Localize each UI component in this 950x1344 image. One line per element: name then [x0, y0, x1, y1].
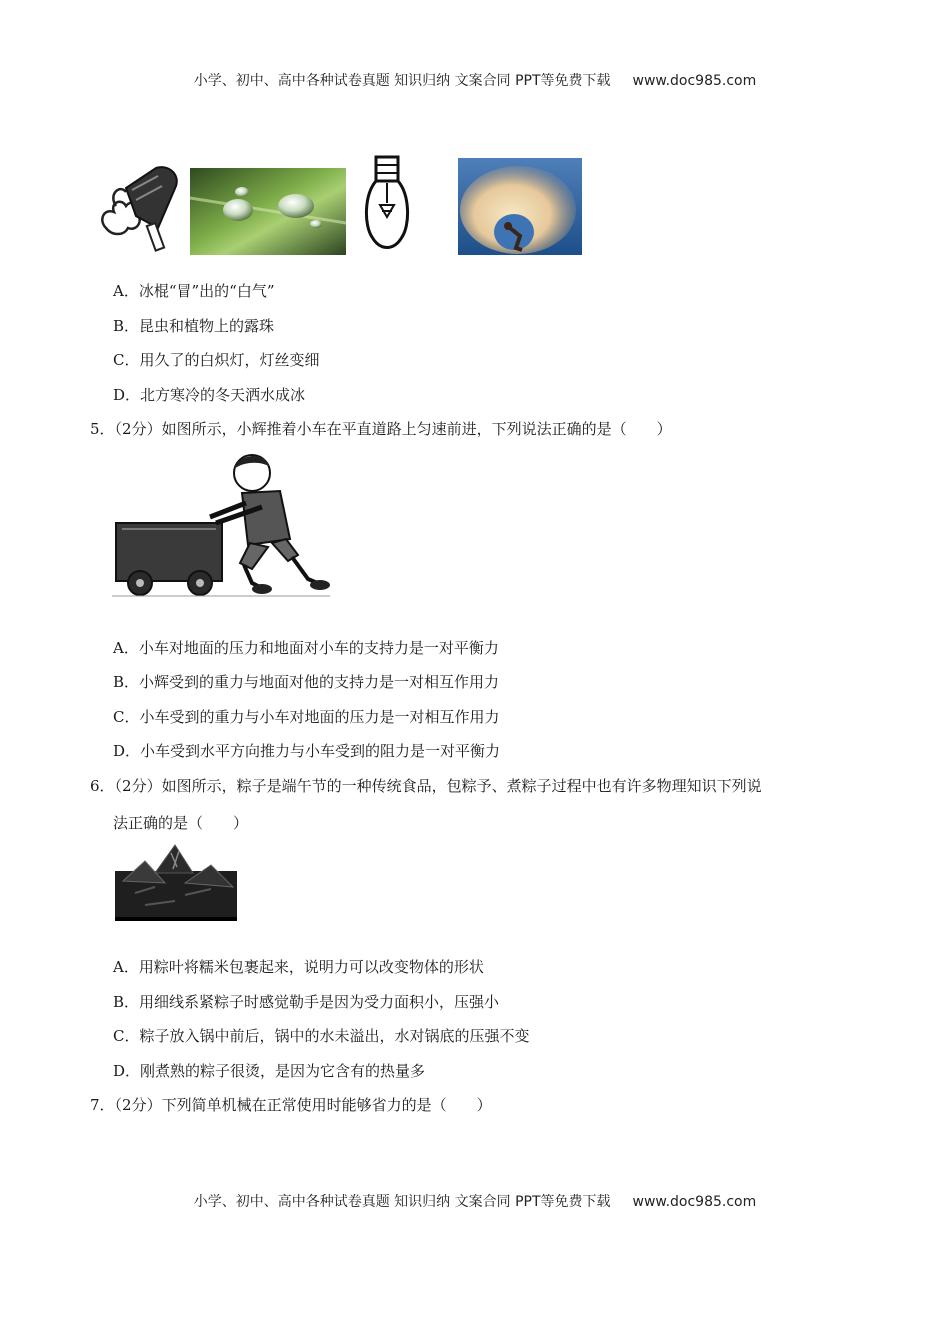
q4-option-d: D．北方寒冷的冬天洒水成冰 [113, 386, 306, 404]
q5-option-c: C．小车受到的重力与小车对地面的压力是一对相互作用力 [113, 708, 500, 726]
page-header [0, 70, 950, 90]
q6-option-a: A．用粽叶将糯米包裹起来，说明力可以改变物体的形状 [113, 958, 484, 976]
zongzi-image [115, 843, 237, 921]
q5-stem: 5．（2分）如图所示，小辉推着小车在平直道路上匀速前进，下列说法正确的是（ ） [90, 420, 672, 438]
water-freezing-image [458, 158, 582, 255]
dew-drops-image [190, 168, 346, 255]
ice-pop-image [96, 158, 186, 254]
page-footer [0, 1191, 950, 1211]
q5-option-a: A．小车对地面的压力和地面对小车的支持力是一对平衡力 [113, 639, 499, 657]
q6-option-d: D．刚煮熟的粽子很烫，是因为它含有的热量多 [113, 1062, 426, 1080]
q6-option-b: B．用细线系紧粽子时感觉勒手是因为受力面积小，压强小 [113, 993, 500, 1011]
q5-option-b: B．小辉受到的重力与地面对他的支持力是一对相互作用力 [113, 673, 500, 691]
q4-option-c: C．用久了的白炽灯，灯丝变细 [113, 351, 320, 369]
header-site: www.doc985.com [632, 73, 757, 89]
q6-stem-line2: 法正确的是（ ） [113, 814, 249, 832]
light-bulb-image [362, 155, 412, 251]
q6-stem-line1: 6．（2分）如图所示，粽子是端午节的一种传统食品，包粽予、煮粽子过程中也有许多物理知识下列说 [90, 777, 762, 795]
footer-site: www.doc985.com [632, 1194, 757, 1210]
boy-pushing-cart-image [112, 451, 330, 601]
q6-option-c: C．粽子放入锅中前后，锅中的水未溢出，水对锅底的压强不变 [113, 1027, 530, 1045]
q4-option-b: B．昆虫和植物上的露珠 [113, 317, 275, 335]
q4-option-a: A．冰棍“冒”出的“白气” [113, 282, 275, 300]
q7-stem: 7．（2分）下列简单机械在正常使用时能够省力的是（ ） [90, 1096, 492, 1114]
q5-option-d: D．小车受到水平方向推力与小车受到的阻力是一对平衡力 [113, 742, 501, 760]
header-text: 小学、初中、高中各种试卷真题 知识归纳 文案合同 PPT等免费下载 [193, 73, 611, 89]
footer-text: 小学、初中、高中各种试卷真题 知识归纳 文案合同 PPT等免费下载 [193, 1194, 611, 1210]
